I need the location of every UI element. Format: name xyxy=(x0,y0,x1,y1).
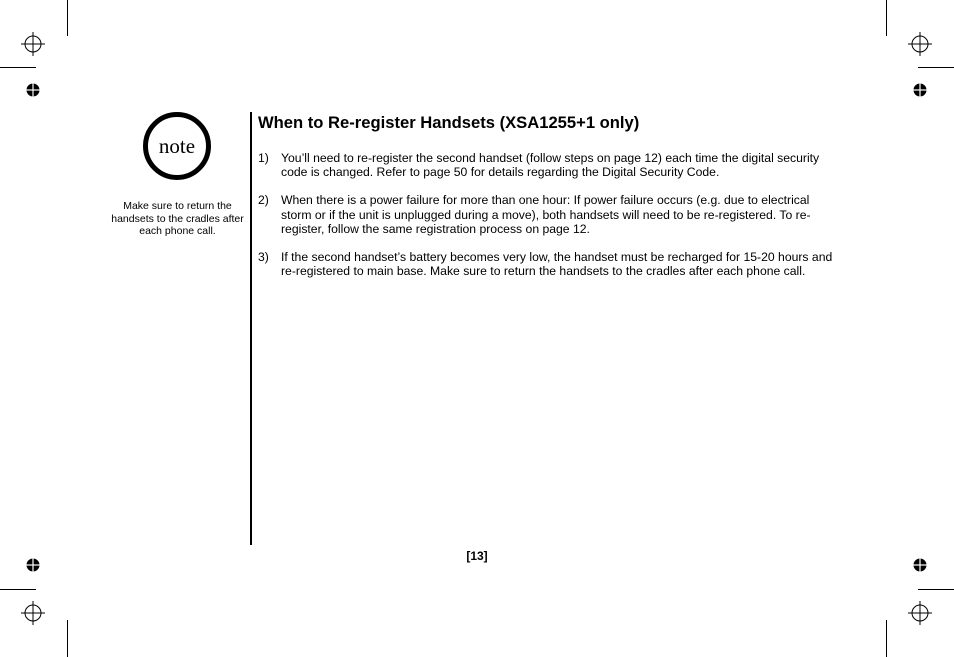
steps-list xyxy=(258,151,838,292)
section-heading: When to Re-register Handsets (XSA1255+1 only) xyxy=(258,113,640,132)
step-text: If the second handset’s battery becomes very low, the handset must be recharged for 15-20 hours and re-registered to main base. Make sure to return the handsets to the cradles after each phone call. xyxy=(281,250,833,279)
step-text: You’ll need to re-register the second handset (follow steps on page 12) each time the digital security code is changed. Refer to page 50 for details regarding the Digital Security Code. xyxy=(281,151,820,180)
step-number: 1) xyxy=(258,151,269,165)
crop-line-top-right xyxy=(886,0,887,36)
crop-line-bottom-right-h xyxy=(918,589,954,590)
step-item xyxy=(258,193,838,236)
registration-crosshair-icon xyxy=(21,601,45,625)
crop-line-bottom-left-h xyxy=(0,589,36,590)
crop-line-top-right-h xyxy=(918,67,954,68)
registration-crosshair-icon xyxy=(908,32,932,56)
registration-crosshair-icon xyxy=(908,601,932,625)
step-item xyxy=(258,250,838,278)
column-divider xyxy=(250,112,252,545)
crop-line-bottom-left xyxy=(67,620,68,657)
note-caption: Make sure to return the handsets to the cradles after each phone call. xyxy=(111,200,244,238)
step-number: 3) xyxy=(258,250,269,265)
registration-dot-icon xyxy=(913,83,927,97)
step-text: When there is a power failure for more than one hour: If power failure occurs (e.g. due to electrical storm or if the unit is unplugged during a move), both handsets will need to be re-registered. To re-register, follow the same registration process on page 12. xyxy=(281,193,811,236)
crop-line-top-left xyxy=(67,0,68,36)
note-badge-text: note xyxy=(158,134,196,158)
page-number: [13] xyxy=(466,549,488,563)
crop-line-top-left-h xyxy=(0,67,36,68)
step-number: 2) xyxy=(258,193,269,208)
crop-line-bottom-right xyxy=(886,620,887,657)
registration-crosshair-icon xyxy=(21,32,45,56)
step-item xyxy=(258,151,838,179)
registration-dot-icon xyxy=(26,83,40,97)
note-badge-icon xyxy=(142,111,212,181)
